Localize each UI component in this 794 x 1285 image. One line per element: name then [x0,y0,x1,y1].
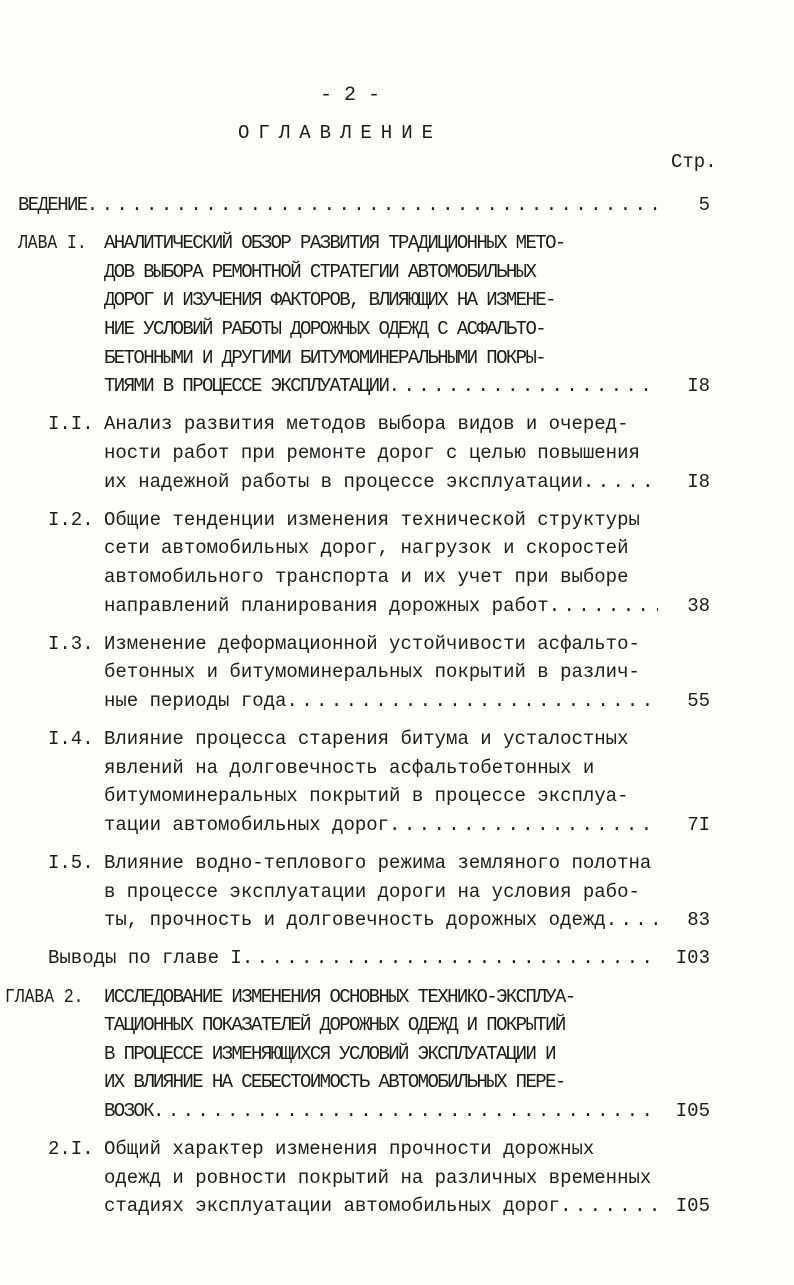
entry-text [104,468,658,497]
toc-line [0,534,794,563]
toc-line [0,592,794,621]
toc-line [0,258,794,287]
entry-text [104,439,640,468]
entry-text [104,782,629,811]
entry-number: ГЛАВА 2. [5,985,84,1008]
entry-title-line: бетонных и битумоминеральных покрытий в различ- [104,661,640,684]
entry-title-line: ДОРОГ И ИЗУЧЕНИЯ ФАКТОРОВ, ВЛИЯЮЩИХ НА ИЗМЕНЕ- [104,289,555,312]
entry-title-line: Влияние водно-теплового режима земляного полотна [104,852,652,875]
entry-text [104,878,640,907]
dot-leader [389,811,658,840]
entry-title-line: ности работ при ремонте дорог с целью повышения [104,441,640,464]
entry-text [104,592,658,621]
entry-text [104,1097,658,1126]
toc-line [0,811,794,840]
toc-line [0,410,794,439]
toc-line [0,630,794,659]
entry-text [104,983,574,1012]
entry-number: I.4. [48,728,94,751]
entry-title-line: тации автомобильных дорог [104,813,390,836]
dot-leader [242,944,658,973]
toc-line [0,1192,794,1221]
entry-title-line: автомобильного транспорта и их учет при выборе [104,565,629,588]
entry-title-line: Общий характер изменения прочности дорожных [104,1138,595,1161]
entry-text [104,344,545,373]
entry-title-line: ИССЛЕДОВАНИЕ ИЗМЕНЕНИЯ ОСНОВНЫХ ТЕХНИКО-ЭКСПЛУА- [104,985,575,1008]
entry-text [104,229,565,258]
entry-text [104,286,556,315]
toc-line [0,849,794,878]
toc-line [0,286,794,315]
entry-title-line: ТАЦИОННЫХ ПОКАЗАТЕЛЕЙ ДОРОЖНЫХ ОДЕЖД И ПОКРЫТИЙ [104,1014,565,1037]
entry-title-line: АНАЛИТИЧЕСКИЙ ОБЗОР РАЗВИТИЯ ТРАДИЦИОННЫХ МЕТО- [104,232,565,255]
entry-title-line: их надежной работы в процессе эксплуатации [104,470,583,493]
entry-title-line: Выводы по главе I [48,947,242,970]
entry-text [104,687,658,716]
page-number: - 2 - [319,84,380,107]
entry-page-number: I8 [687,375,710,398]
entry-title-line: в процессе эксплуатации дороги на условия рабо- [104,880,640,903]
entry-title-line: битумоминеральных покрытий в процессе эксплуа- [104,785,629,808]
entry-text [104,906,658,935]
dot-leader [389,372,658,401]
entry-text [104,563,629,592]
toc-line [0,983,794,1012]
entry-title-line: ТИЯМИ В ПРОЦЕССЕ ЭКСПЛУАТАЦИИ [104,375,389,398]
dot-leader [606,906,658,935]
entry-text [18,191,658,220]
entry-text [104,811,658,840]
toc-entry [0,229,794,401]
dot-leader [87,191,658,220]
entry-title-line: Общие тенденции изменения технической структуры [104,508,640,531]
entry-text [104,1164,651,1193]
toc-line [0,563,794,592]
toc-entry [0,983,794,1126]
toc-line [0,687,794,716]
dot-leader [286,687,658,716]
dot-leader [549,592,658,621]
entry-page-number: 5 [698,194,710,216]
entry-page-number: I8 [687,470,710,493]
entry-text [104,725,629,754]
entry-text [104,1068,565,1097]
entry-title-line: ДОВ ВЫБОРА РЕМОНТНОЙ СТРАТЕГИИ АВТОМОБИЛЬНЫХ [104,260,536,283]
toc-entry [0,630,794,716]
entry-text [104,258,536,287]
toc-entry [0,410,794,496]
entry-title-line: БЕТОННЫМИ И ДРУГИМИ БИТУМОМИНЕРАЛЬНЫМИ ПОКРЫ- [104,346,546,369]
toc-entry [0,191,794,220]
toc-line [0,372,794,401]
toc-line [0,229,794,258]
entry-title-line: ИХ ВЛИЯНИЕ НА СЕБЕСТОИМОСТЬ АВТОМОБИЛЬНЫХ ПЕРЕ- [104,1071,565,1094]
toc-line [0,1068,794,1097]
toc-line [0,1011,794,1040]
entry-number: I.2. [48,508,94,531]
toc-entry [0,725,794,839]
dot-leader [560,1192,658,1221]
entry-title-line: направлений планирования дорожных работ [104,594,549,617]
toc-line [0,344,794,373]
entry-text [104,534,629,563]
toc-line [0,906,794,935]
dot-leader [583,468,658,497]
toc-line [0,754,794,783]
toc-line [0,1040,794,1069]
entry-page-number: 38 [687,594,710,617]
toc-entry [0,944,794,973]
entry-text [48,944,658,973]
entry-page-number: 83 [687,909,710,932]
entry-title-line: Влияние процесса старения битума и усталостных [104,728,629,751]
entry-number: I.3. [48,632,94,655]
toc-line [0,439,794,468]
entry-title-line: стадиях эксплуатации автомобильных дорог [104,1195,561,1218]
entry-title-line: Анализ развития методов выбора видов и очеред- [104,413,629,436]
entry-text [104,754,594,783]
entry-title-line: ВЕДЕНИЕ [18,194,87,216]
toc-line [0,1135,794,1164]
entry-title-line: ты, прочность и долговечность дорожных одежд [104,909,606,932]
toc-entry [0,506,794,620]
entry-text [104,658,640,687]
toc-entry [0,1135,794,1221]
page-column-label: Стр. [671,151,717,173]
entry-title-line: явлений на долговечность асфальтобетонных и [104,756,595,779]
toc-line [0,878,794,907]
toc-entry [0,849,794,935]
entry-text [104,410,629,439]
entry-number: I.I. [48,413,94,436]
entry-title-line: ВОЗОК [104,1099,154,1122]
entry-title-line: В ПРОЦЕССЕ ИЗМЕНЯЮЩИХСЯ УСЛОВИЙ ЭКСПЛУАТАЦИИ И [104,1042,555,1065]
page-title: ОГЛАВЛЕНИЕ [237,122,443,144]
toc-line [0,1164,794,1193]
toc-line [0,725,794,754]
entry-text [104,1040,556,1069]
entry-title-line: ные периоды года [104,689,287,712]
entry-title-line: одежд и ровности покрытий на различных временных [104,1166,652,1189]
entry-page-number: 7I [687,813,710,836]
toc-line [0,782,794,811]
toc-line [0,1097,794,1126]
entry-page-number: I05 [675,1099,710,1122]
entry-text [104,1135,594,1164]
entry-text [104,1011,565,1040]
table-of-contents [0,191,794,1231]
entry-title-line: НИЕ УСЛОВИЙ РАБОТЫ ДОРОЖНЫХ ОДЕЖД С АСФАЛЬТО- [104,317,546,340]
toc-line [0,468,794,497]
entry-page-number: I03 [675,947,710,970]
entry-text [104,372,658,401]
entry-text [104,315,545,344]
entry-page-number: 55 [687,689,710,712]
entry-number: I.5. [48,852,94,875]
entry-page-number: I05 [675,1195,710,1218]
toc-line [0,315,794,344]
toc-line [0,506,794,535]
dot-leader [153,1097,658,1126]
entry-text [104,506,640,535]
entry-text [104,849,651,878]
entry-number: 2.I. [48,1138,94,1161]
entry-title-line: Изменение деформационной устойчивости асфальто- [104,632,640,655]
entry-title-line: сети автомобильных дорог, нагрузок и скоростей [104,537,629,560]
entry-text [104,1192,658,1221]
toc-line [0,658,794,687]
toc-line [0,191,794,220]
toc-line [0,944,794,973]
entry-number: ЛАВА I. [18,232,87,255]
entry-text [104,630,640,659]
